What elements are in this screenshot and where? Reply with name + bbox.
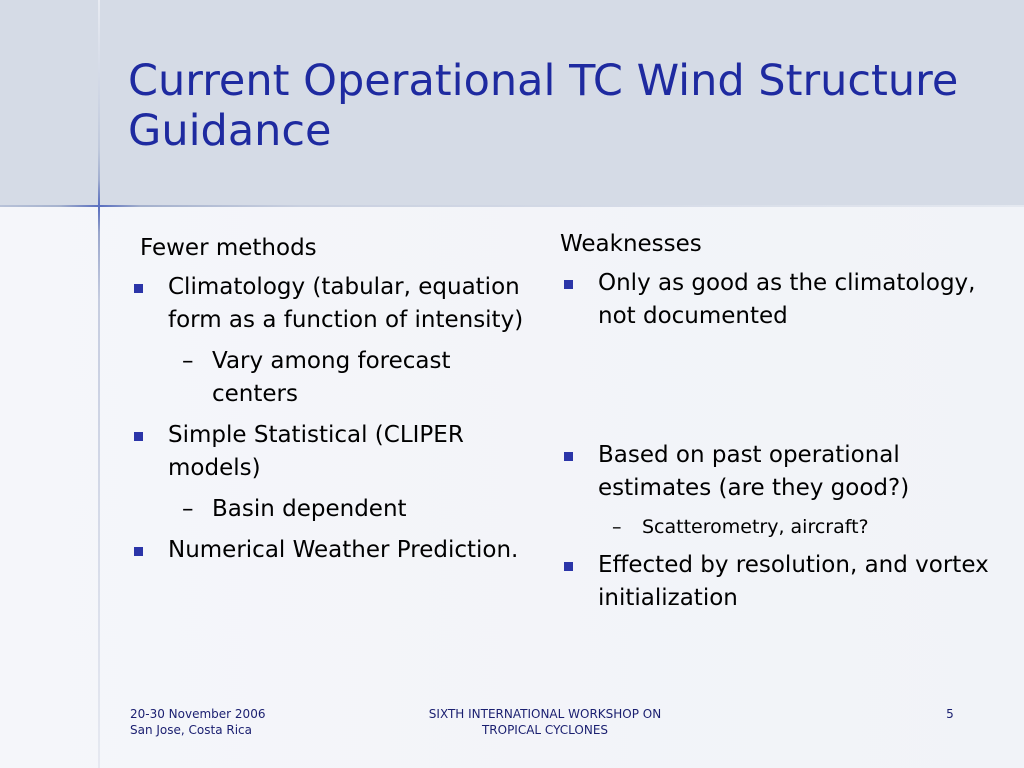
square-bullet-icon bbox=[134, 284, 143, 293]
list-item-text: Based on past operational estimates (are they good?) bbox=[598, 442, 910, 501]
list-item bbox=[130, 419, 530, 485]
footer-date: 20-30 November 2006 bbox=[130, 707, 266, 721]
sub-list-item bbox=[130, 493, 530, 526]
dash-marker: – bbox=[182, 348, 194, 374]
sub-list-item bbox=[560, 513, 1000, 541]
square-bullet-icon bbox=[564, 562, 573, 571]
square-bullet-icon bbox=[564, 280, 573, 289]
slide-title: Current Operational TC Wind Structure Guidance bbox=[128, 56, 959, 156]
list-item-text: Only as good as the climatology, not documented bbox=[598, 270, 976, 329]
sub-list-item-text: Vary among forecast centers bbox=[212, 348, 451, 407]
square-bullet-icon bbox=[564, 452, 573, 461]
square-bullet-icon bbox=[134, 547, 143, 556]
left-column-heading: Fewer methods bbox=[140, 235, 317, 261]
sub-list-item-text: Scatterometry, aircraft? bbox=[642, 516, 869, 538]
list-item bbox=[560, 549, 1000, 615]
sub-list-item-text: Basin dependent bbox=[212, 496, 407, 522]
right-column bbox=[560, 228, 1000, 623]
footer-location: San Jose, Costa Rica bbox=[130, 723, 253, 737]
dash-marker: – bbox=[182, 496, 194, 522]
vertical-divider bbox=[98, 0, 100, 768]
dash-marker: – bbox=[612, 516, 622, 538]
footer-workshop-line2: TROPICAL CYCLONES bbox=[481, 723, 609, 737]
sub-list-item bbox=[130, 345, 530, 411]
spacer bbox=[560, 341, 1000, 439]
list-item-text: Climatology (tabular, equation form as a function of intensity) bbox=[168, 274, 524, 333]
list-item-text: Simple Statistical (CLIPER models) bbox=[168, 422, 464, 481]
footer-workshop bbox=[380, 706, 710, 738]
left-column bbox=[130, 232, 530, 575]
sparkle-horizontal bbox=[60, 205, 140, 207]
right-column-heading: Weaknesses bbox=[560, 231, 702, 257]
list-item bbox=[560, 267, 1000, 333]
list-item-text: Numerical Weather Prediction. bbox=[168, 537, 519, 563]
footer-workshop-line1: SIXTH INTERNATIONAL WORKSHOP ON bbox=[428, 707, 662, 721]
list-item bbox=[560, 439, 1000, 505]
sparkle-vertical bbox=[98, 180, 100, 232]
square-bullet-icon bbox=[134, 432, 143, 441]
page-number: 5 bbox=[946, 707, 954, 721]
horizontal-divider bbox=[0, 205, 1024, 207]
list-item bbox=[130, 271, 530, 337]
list-item-text: Effected by resolution, and vortex initialization bbox=[598, 552, 989, 611]
list-item bbox=[130, 534, 530, 567]
